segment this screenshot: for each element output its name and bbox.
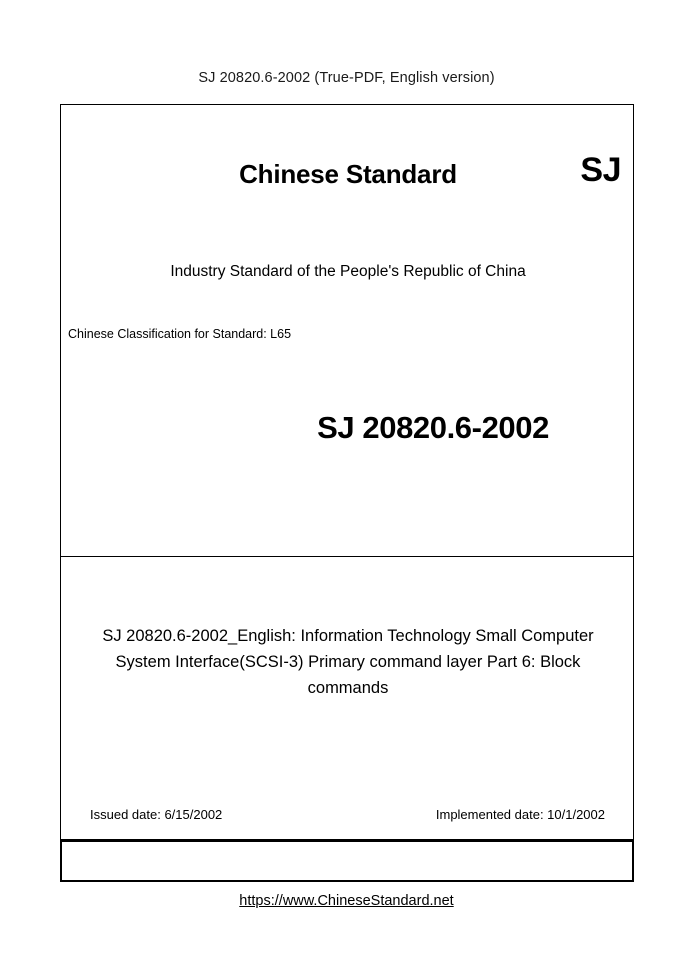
cover-title-row bbox=[61, 151, 635, 203]
issued-date: Issued date: 6/15/2002 bbox=[90, 807, 223, 822]
standard-description: SJ 20820.6-2002_English: Information Technology Small Computer System Interface(SCSI-3) Primary command layer Part 6: Block commands bbox=[102, 627, 594, 697]
cover-lower-frame bbox=[60, 557, 634, 840]
page-caption: SJ 20820.6-2002 (True-PDF, English version) bbox=[198, 70, 495, 86]
cover-upper-frame bbox=[60, 104, 634, 557]
classification-code: Chinese Classification for Standard: L65 bbox=[68, 327, 292, 341]
standard-number: SJ 20820.6-2002 bbox=[317, 410, 549, 445]
standard-subtitle: Industry Standard of the People's Republic of China bbox=[170, 263, 526, 280]
standard-badge: SJ bbox=[580, 151, 621, 189]
cover-bottom-bar bbox=[60, 840, 634, 882]
date-row bbox=[61, 807, 635, 827]
implemented-date: Implemented date: 10/1/2002 bbox=[435, 807, 605, 822]
page-title: Chinese Standard bbox=[239, 159, 457, 189]
source-website-link[interactable]: https://www.ChineseStandard.net bbox=[239, 893, 454, 909]
